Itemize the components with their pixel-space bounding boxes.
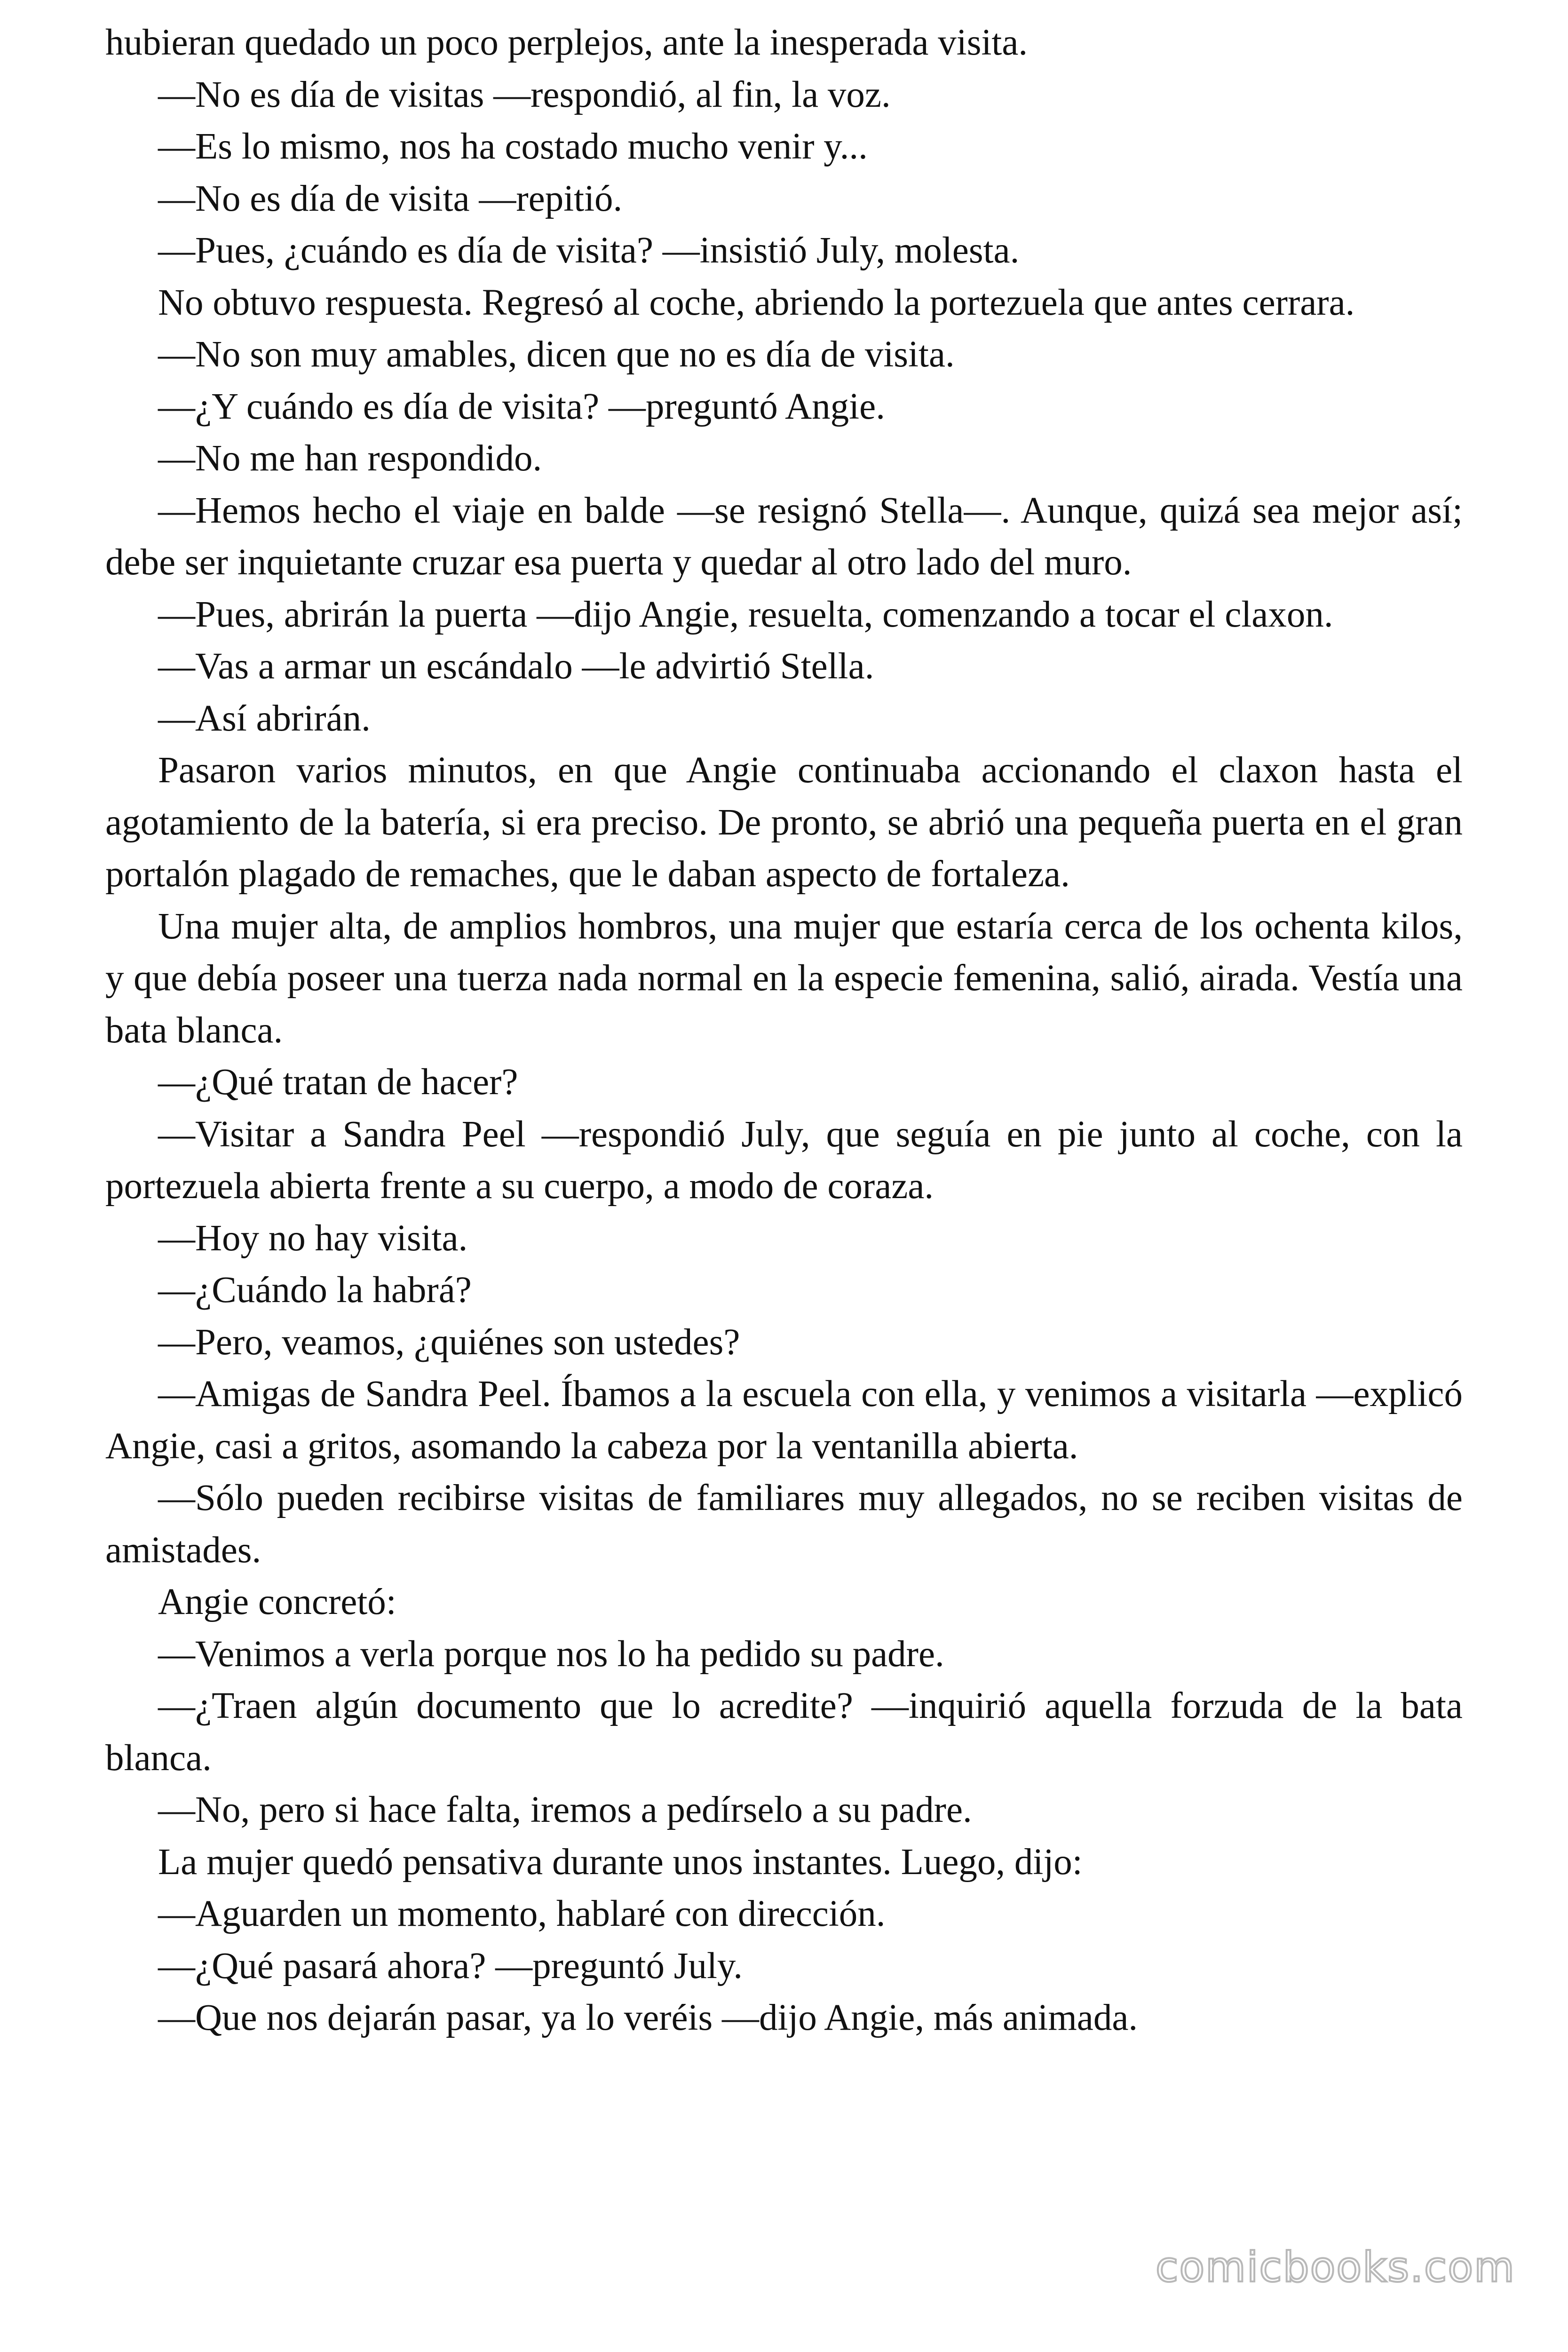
paragraph: —¿Cuándo la habrá?: [158, 1270, 472, 1311]
paragraph: —Hemos hecho el viaje en balde —se resignó Stella—. Aunque, quizá sea mejor así; debe ser inquietante cruzar esa puerta y quedar al otro lado del muro.: [105, 490, 1463, 583]
paragraph: —Es lo mismo, nos ha costado mucho venir y...: [158, 126, 868, 167]
paragraph: La mujer quedó pensativa durante unos instantes. Luego, dijo:: [158, 1841, 1083, 1883]
paragraph: —Pero, veamos, ¿quiénes son ustedes?: [158, 1321, 740, 1363]
paragraph: —Sólo pueden recibirse visitas de familiares muy allegados, no se reciben visitas de amistades.: [105, 1478, 1463, 1571]
paragraph: —Venimos a verla porque nos lo ha pedido su padre.: [158, 1633, 944, 1675]
watermark: comicbooks.com: [1155, 2243, 1515, 2291]
paragraph: —Pues, abrirán la puerta —dijo Angie, resuelta, comenzando a tocar el claxon.: [158, 594, 1333, 635]
paragraph: —No, pero si hace falta, iremos a pedírselo a su padre.: [158, 1789, 972, 1830]
paragraph: —Así abrirán.: [158, 698, 371, 739]
paragraph: —¿Traen algún documento que lo acredite? —inquirió aquella forzuda de la bata blanca.: [105, 1685, 1463, 1779]
paragraph: —Hoy no hay visita.: [158, 1217, 468, 1259]
paragraph: —No me han respondido.: [158, 438, 542, 479]
paragraph: Angie concretó:: [158, 1581, 396, 1622]
paragraph: Una mujer alta, de amplios hombros, una mujer que estaría cerca de los ochenta kilos, y que debía poseer una tuerza nada normal en la especie femenina, salió, airada. Vestía una bata blanca.: [105, 906, 1463, 1051]
paragraph: —¿Qué tratan de hacer?: [158, 1062, 518, 1103]
paragraph: —Que nos dejarán pasar, ya lo veréis —dijo Angie, más animada.: [158, 1997, 1138, 2038]
paragraph: No obtuvo respuesta. Regresó al coche, abriendo la portezuela que antes cerrara.: [158, 282, 1355, 323]
paragraph: —¿Y cuándo es día de visita? —preguntó Angie.: [158, 386, 885, 427]
paragraph: —¿Qué pasará ahora? —preguntó July.: [158, 1945, 743, 1986]
paragraph: —No son muy amables, dicen que no es día de visita.: [158, 334, 955, 375]
paragraph: —No es día de visita —repitió.: [158, 178, 623, 219]
page-body-text: [105, 17, 1463, 2044]
paragraph: —Visitar a Sandra Peel —respondió July, que seguía en pie junto al coche, con la portezuela abierta frente a su cuerpo, a modo de coraza.: [105, 1113, 1463, 1207]
paragraph: —Pues, ¿cuándo es día de visita? —insistió July, molesta.: [158, 230, 1020, 271]
paragraph: —Amigas de Sandra Peel. Íbamos a la escuela con ella, y venimos a visitarla —explicó Angie, casi a gritos, asomando la cabeza por la ventanilla abierta.: [105, 1374, 1463, 1467]
paragraph: —No es día de visitas —respondió, al fin, la voz.: [158, 74, 891, 115]
paragraph: hubieran quedado un poco perplejos, ante la inesperada visita.: [105, 22, 1028, 63]
paragraph: —Aguarden un momento, hablaré con dirección.: [158, 1893, 886, 1934]
paragraph: Pasaron varios minutos, en que Angie continuaba accionando el claxon hasta el agotamiento de la batería, si era preciso. De pronto, se abrió una pequeña puerta en el gran portalón plagado de remaches, que le daban aspecto de fortaleza.: [105, 750, 1463, 895]
paragraph: —Vas a armar un escándalo —le advirtió Stella.: [158, 646, 874, 687]
